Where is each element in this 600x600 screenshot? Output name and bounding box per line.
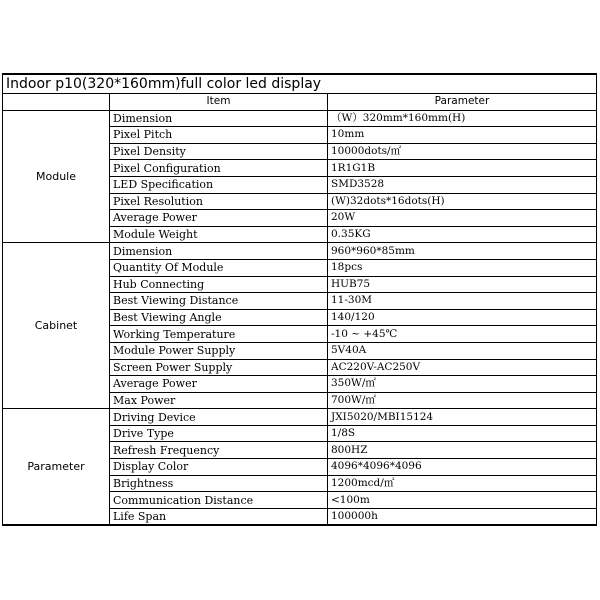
table-row [3, 243, 597, 260]
title-row [3, 74, 597, 94]
item-cell: Dimension [110, 110, 328, 127]
value-cell: AC220V-AC250V [328, 359, 597, 376]
item-cell: Driving Device [110, 409, 328, 426]
value-cell: 5V40A [328, 342, 597, 359]
value-cell: 10000dots/㎡ [328, 143, 597, 160]
item-cell: Max Power [110, 392, 328, 409]
group-label-parameter: Parameter [3, 409, 110, 526]
value-cell: -10 ~ +45℃ [328, 326, 597, 343]
value-cell: 100000h [328, 508, 597, 525]
header-row [3, 94, 597, 111]
item-cell: Working Temperature [110, 326, 328, 343]
item-cell: Pixel Density [110, 143, 328, 160]
value-cell: 18pcs [328, 259, 597, 276]
value-cell: 4096*4096*4096 [328, 459, 597, 476]
item-cell: Hub Connecting [110, 276, 328, 293]
header-parameter: Parameter [328, 94, 597, 111]
group-label-module: Module [3, 110, 110, 243]
value-cell: <100m [328, 492, 597, 509]
item-cell: LED Specification [110, 176, 328, 193]
value-cell: 11-30M [328, 293, 597, 310]
header-blank [3, 94, 110, 111]
item-cell: Best Viewing Angle [110, 309, 328, 326]
value-cell: (W)32dots*16dots(H) [328, 193, 597, 210]
item-cell: Average Power [110, 210, 328, 227]
item-cell: Refresh Frequency [110, 442, 328, 459]
value-cell: 350W/㎡ [328, 376, 597, 393]
value-cell: HUB75 [328, 276, 597, 293]
value-cell: （W）320mm*160mm(H) [328, 110, 597, 127]
table-row [3, 409, 597, 426]
item-cell: Brightness [110, 475, 328, 492]
value-cell: 20W [328, 210, 597, 227]
item-cell: Pixel Pitch [110, 127, 328, 144]
value-cell: 960*960*85mm [328, 243, 597, 260]
value-cell: 140/120 [328, 309, 597, 326]
spec-table [2, 73, 597, 526]
item-cell: Best Viewing Distance [110, 293, 328, 310]
value-cell: 10mm [328, 127, 597, 144]
item-cell: Communication Distance [110, 492, 328, 509]
value-cell: 800HZ [328, 442, 597, 459]
spec-sheet [2, 73, 596, 526]
value-cell: JXI5020/MBI15124 [328, 409, 597, 426]
item-cell: Average Power [110, 376, 328, 393]
value-cell: 1R1G1B [328, 160, 597, 177]
item-cell: Life Span [110, 508, 328, 525]
value-cell: SMD3528 [328, 176, 597, 193]
item-cell: Module Power Supply [110, 342, 328, 359]
group-label-cabinet: Cabinet [3, 243, 110, 409]
value-cell: 1/8S [328, 425, 597, 442]
item-cell: Module Weight [110, 226, 328, 243]
value-cell: 1200mcd/㎡ [328, 475, 597, 492]
item-cell: Dimension [110, 243, 328, 260]
item-cell: Pixel Resolution [110, 193, 328, 210]
item-cell: Pixel Configuration [110, 160, 328, 177]
item-cell: Screen Power Supply [110, 359, 328, 376]
item-cell: Drive Type [110, 425, 328, 442]
item-cell: Quantity Of Module [110, 259, 328, 276]
table-title: Indoor p10(320*160mm)full color led display [3, 74, 597, 94]
value-cell: 0.35KG [328, 226, 597, 243]
header-item: Item [110, 94, 328, 111]
table-row [3, 110, 597, 127]
item-cell: Display Color [110, 459, 328, 476]
value-cell: 700W/㎡ [328, 392, 597, 409]
